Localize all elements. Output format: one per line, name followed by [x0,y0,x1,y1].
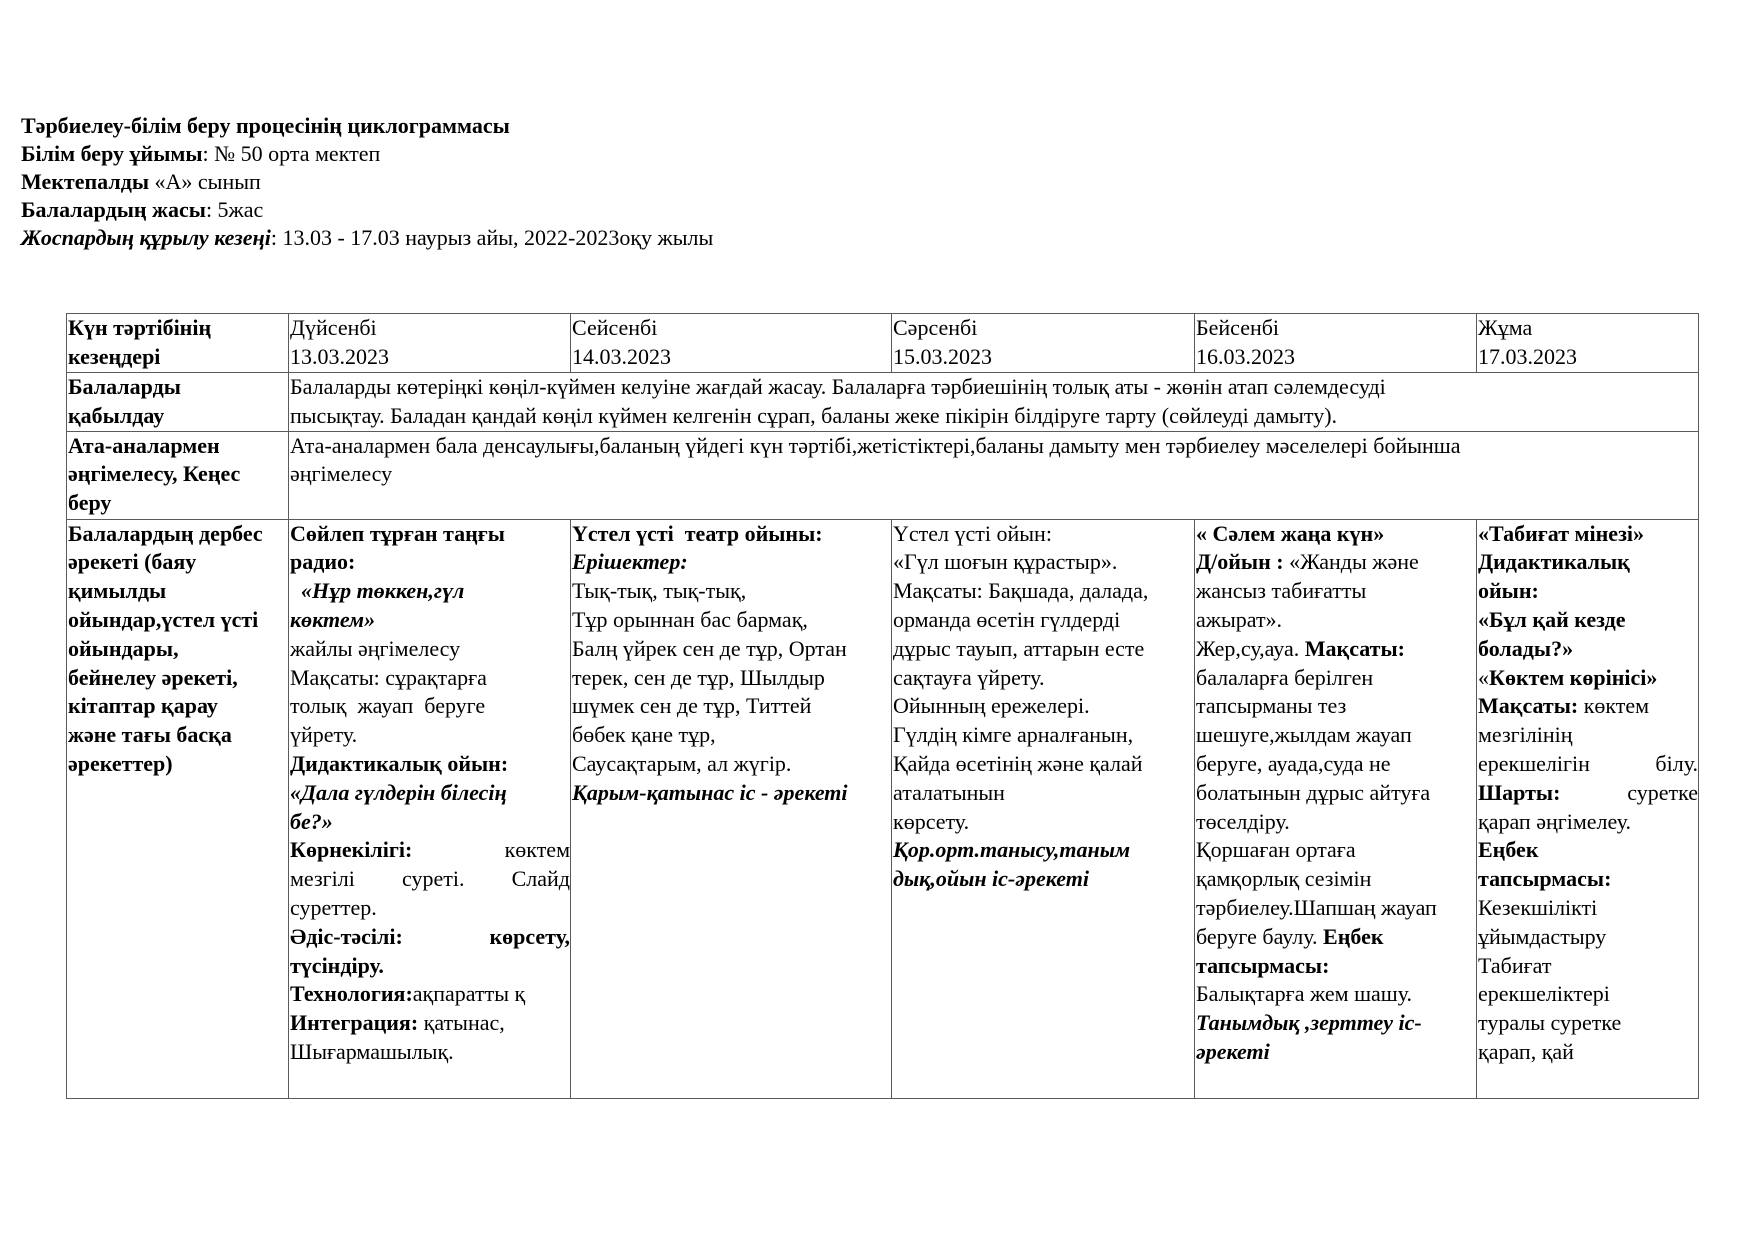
age-line: Балалардың жасы: 5жас [21,197,264,222]
row-text-reception: Балаларды көтеріңкі көңіл-күймен келуіне жағдай жасау. Балаларға тәрбиешінің толық аты - жөнін атап сәлемдесуді пысықтау. Баладан қандай көңіл күймен келгенін сұрап, баланы жеке пікірін білдіруге тарту (сөйлеуді дамыту). [289,373,1699,432]
header-cell-wednesday: Сәрсенбі 15.03.2023 [892,314,1195,373]
row-label-activities: Балалардың дербес әрекеті (баяу қимылды ойындар,үстел үсті ойындары, бейнелеу әрекеті, кітаптар қарау және тағы басқа әрекеттер) [67,519,289,1098]
organization-line: Білім беру ұйымы: № 50 орта мектеп [21,141,381,166]
row-label-reception: Балаларды қабылдау [67,373,289,432]
activity-cell-thursday: « Сәлем жаңа күн» Д/ойын : «Жанды және жансыз табиғатты ажырат». Жер,су,ауа. Мақсаты: балаларға берілген тапсырманы тез шешуге,жылдам жауап беруге, ауада,суда не болатынын дұрыс айтуға төселдіру. Қоршаған ортаға қамқорлық сезімін тәрбиелеу.Шапшаң жауап беруге баулу. Еңбек тапсырмасы: Балықтарға жем шашу. Танымдық ,зерттеу іс- әрекеті [1195,519,1477,1098]
table-header-row [67,314,1699,373]
header-cell-stages: Күн тәртібінің кезеңдері [67,314,289,373]
table-row-parents [67,431,1699,519]
class-line: Мектепалды «А» сынып [21,169,261,194]
header-cell-tuesday: Сейсенбі 14.03.2023 [571,314,892,373]
table-row-reception [67,373,1699,432]
activity-cell-wednesday: Үстел үсті ойын: «Гүл шоғын құрастыр». Мақсаты: Бақшада, далада, орманда өсетін гүлдерді дұрыс тауып, аттарын есте сақтауға үйрету. Ойынның ережелері. Гүлдің кімге арналғанын, Қайда өсетінің және қалай аталатынын көрсету. Қор.орт.танысу,таным дық,ойын іс-әрекеті [892,519,1195,1098]
table-row-activities [67,519,1699,1098]
activity-cell-tuesday: Үстел үсті театр ойыны: Ерішектер: Тық-тық, тық-тық, Тұр орыннан бас бармақ, Балң үйрек сен де тұр, Ортан терек, сен де тұр, Шылдыр шүмек сен де тұр, Титтей бөбек қане тұр, Саусақтарым, ал жүгір. Қарым-қатынас іс - әрекеті [571,519,892,1098]
activity-cell-friday: «Табиғат мінезі» Дидактикалық ойын: «Бұл қай кезде болады?» «Көктем көрінісі» Мақсаты: көктем мезгілінің ерекшелігін білу. Шарты: суретке қарап әңгімелеу. Еңбек тапсырмасы: Кезекшілікті ұйымдастыру Табиғат ерекшеліктері туралы суретке қарап, қай [1477,519,1699,1098]
row-text-parents: Ата-аналармен бала денсаулығы,баланың үйдегі күн тәртібі,жетістіктері,баланы дамыту мен тәрбиелеу мәселелері бойынша әңгімелесу [289,431,1699,519]
row-label-parents: Ата-аналармен әңгімелесу, Кеңес беру [67,431,289,519]
document-title: Тәрбиелеу-білім беру процесінің циклограммасы [21,113,510,138]
document-header [21,112,713,252]
header-cell-monday: Дүйсенбі 13.03.2023 [289,314,571,373]
activity-cell-monday: Сөйлеп тұрған таңғы радио: «Нұр төккен,гүл көктем» жайлы әңгімелесу Мақсаты: сұрақтарға толық жауап беруге үйрету. Дидактикалық ойын: «Дала гүлдерін білесің бе?» Көрнекілігі: көктем мезгілі суреті. Слайд суреттер. Әдіс-тәсілі: көрсету, түсіндіру. Технология:ақпаратты қ Интеграция: қатынас, Шығармашылық. [289,519,571,1098]
cyclogram-table [66,313,1699,1099]
period-line: Жоспардың құрылу кезеңі: 13.03 - 17.03 наурыз айы, 2022-2023оқу жылы [21,225,714,250]
header-cell-thursday: Бейсенбі 16.03.2023 [1195,314,1477,373]
header-cell-friday: Жұма 17.03.2023 [1477,314,1699,373]
